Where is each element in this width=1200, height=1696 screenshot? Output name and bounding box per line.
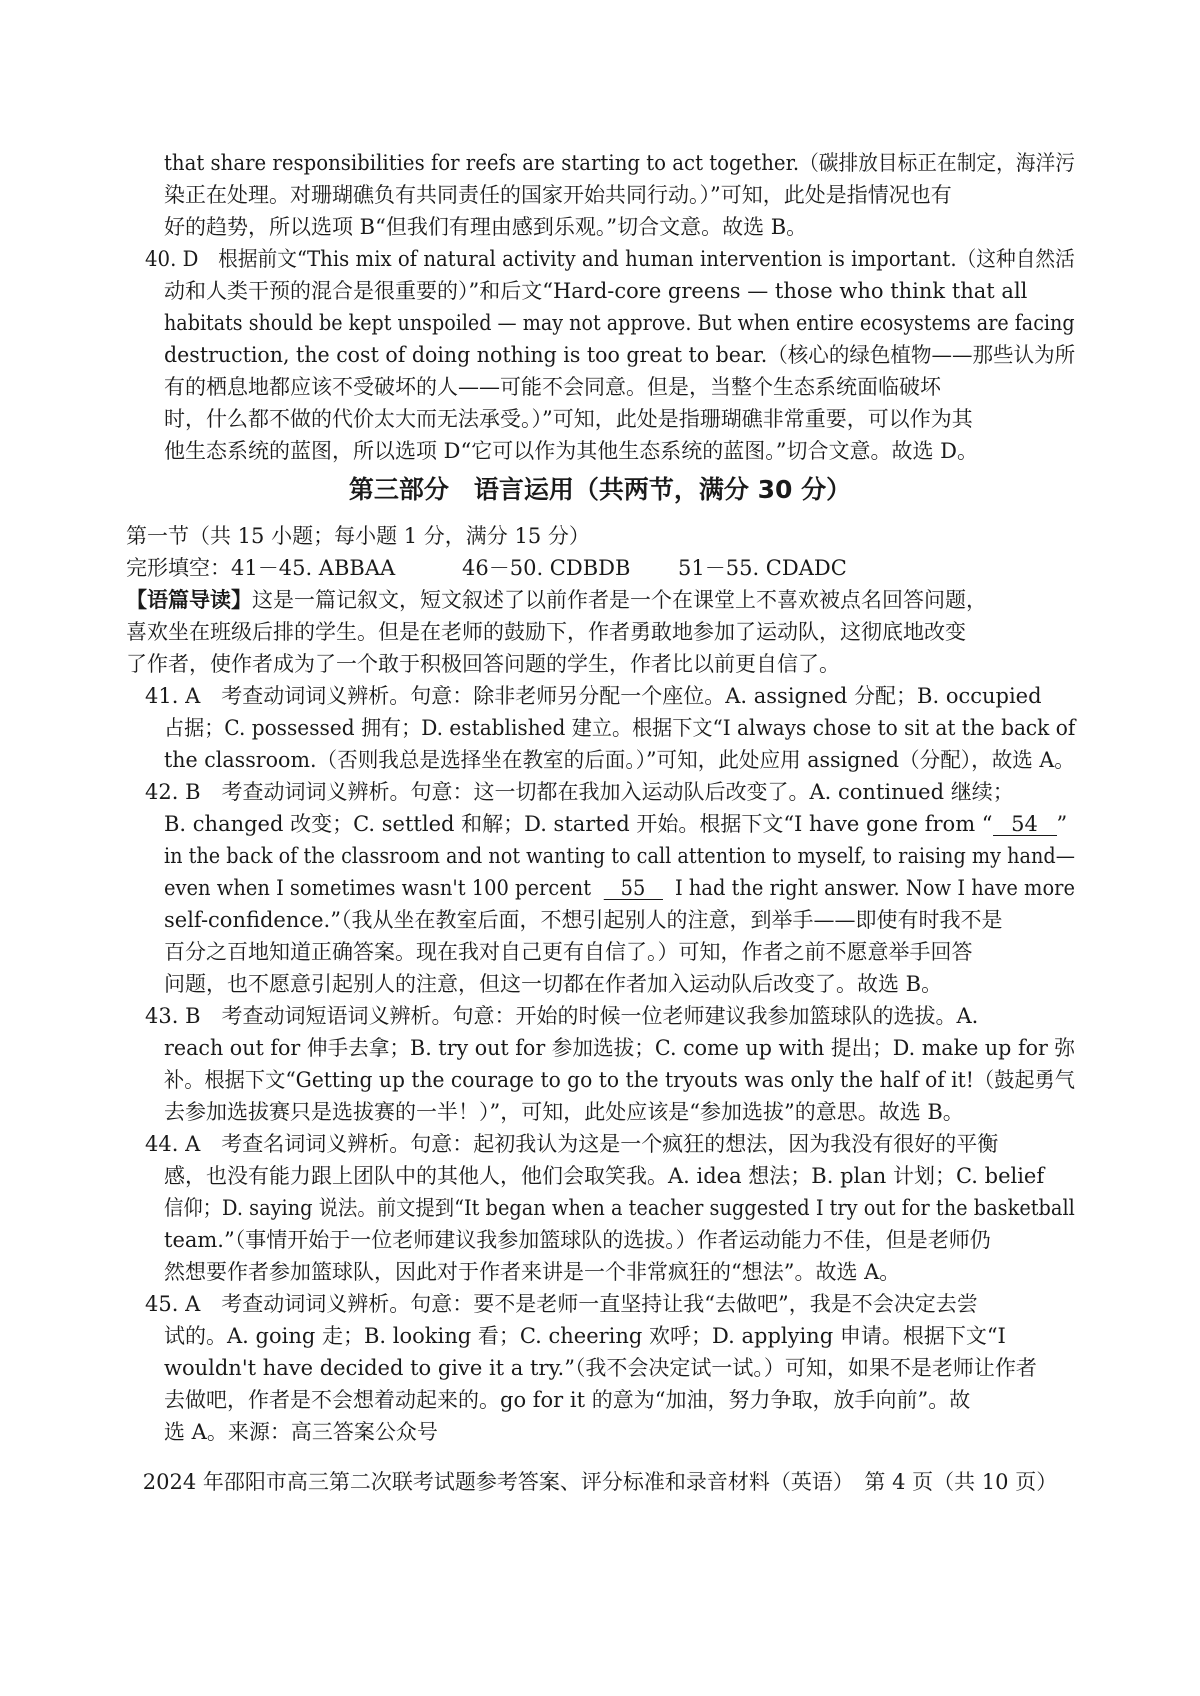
- q42-line-7: 问题，也不愿意引起别人的注意，但这一切都在作者加入运动队后改变了。故选 B。: [164, 972, 943, 996]
- q42-text: I had the right answer. Now I have more: [674, 876, 1075, 900]
- q42-line-4: [164, 873, 1075, 903]
- q44-line-2: 感，也没有能力跟上团队中的其他人，他们会取笑我。A. idea 想法；B. plan 计划；C. belief: [164, 1164, 1045, 1188]
- answers-group-3: 51－55. CDADC: [678, 556, 847, 580]
- section-title: 第三部分 语言运用（共两节，满分 30 分）: [348, 475, 852, 504]
- passage-guide-line: 这是一篇记叙文，短文叙述了以前作者是一个在课堂上不喜欢被点名回答问题，: [252, 588, 987, 612]
- q42-line-1: 42. B 考查动词词义辨析。句意：这一切都在我加入运动队后改变了。A. continued 继续；: [145, 780, 1014, 804]
- q44-line-4: team.”（事情开始于一位老师建议我参加篮球队的选拔。）作者运动能力不佳，但是老师仍: [164, 1228, 991, 1252]
- q41-line-2: 占据；C. possessed 拥有；D. established 建立。根据下文“I always chose to sit at the back of: [164, 716, 1076, 740]
- q42-line-2: [164, 809, 1067, 839]
- q39-line-1: that share responsibilities for reefs are starting to act together.（碳排放目标正在制定，海洋污: [164, 151, 1075, 175]
- q41-line-3: the classroom.（否则我总是选择坐在教室的后面。）”可知，此处应用 assigned（分配），故选 A。: [164, 748, 1075, 772]
- q42-text: even when I sometimes wasn't 100 percent: [164, 876, 592, 900]
- q40-line-3: habitats should be kept unspoiled — may not approve. But when entire ecosystems are facing: [164, 311, 1075, 335]
- q44-line-3: 信仰；D. saying 说法。前文提到“It began when a teacher suggested I try out for the basketball: [164, 1196, 1075, 1220]
- q40-line-5: 有的栖息地都应该不受破坏的人——可能不会同意。但是，当整个生态系统面临破坏: [164, 375, 941, 399]
- page-footer: 2024 年邵阳市高三第二次联考试题参考答案、评分标准和录音材料（英语） 第 4 页（共 10 页）: [142, 1470, 1058, 1494]
- q43-line-2: reach out for 伸手去拿；B. try out for 参加选拔；C. come up with 提出；D. make up for 弥: [164, 1036, 1076, 1060]
- q42-line-3: in the back of the classroom and not wanting to call attention to myself, to raising my hand—: [164, 844, 1075, 868]
- blank-55: 55: [603, 877, 662, 900]
- q41-line-1: 41. A 考查动词词义辨析。句意：除非老师另分配一个座位。A. assigned 分配；B. occupied: [145, 684, 1042, 708]
- q43-line-4: 去参加选拔赛只是选拔赛的一半！）”，可知，此处应该是“参加选拔”的意思。故选 B。: [164, 1100, 964, 1124]
- q44-line-5: 然想要作者参加篮球队，因此对于作者来讲是一个非常疯狂的“想法”。故选 A。: [164, 1260, 901, 1284]
- q42-line-6: 百分之百地知道正确答案。现在我对自己更有自信了。）可知，作者之前不愿意举手回答: [164, 940, 973, 964]
- q39-line-2: 染正在处理。对珊瑚礁负有共同责任的国家开始共同行动。）”可知，此处是指情况也有: [164, 183, 952, 207]
- q45-line-2: 试的。A. going 走；B. looking 看；C. cheering 欢呼；D. applying 申请。根据下文“I: [164, 1324, 1006, 1348]
- q45-line-3: wouldn't have decided to give it a try.”（我不会决定试一试。）可知，如果不是老师让作者: [164, 1356, 1037, 1380]
- q42-line-5: self-confidence.”（我从坐在教室后面，不想引起别人的注意，到举手——即使有时我不是: [164, 908, 1003, 932]
- q40-line-7: 他生态系统的蓝图，所以选项 D“它可以作为其他生态系统的蓝图。”切合文意。故选 D。: [164, 439, 978, 463]
- section-1-note: 第一节（共 15 小题；每小题 1 分，满分 15 分）: [126, 524, 590, 548]
- q40-line-1: 40. D 根据前文“This mix of natural activity and human intervention is important.（这种自然活: [145, 247, 1075, 271]
- passage-guide-tag: 【语篇导读】: [126, 587, 252, 612]
- passage-guide-line: 了作者，使作者成为了一个敢于积极回答问题的学生，作者比以前更自信了。: [126, 652, 840, 676]
- q40-line-4: destruction, the cost of doing nothing is too great to bear.（核心的绿色植物——那些认为所: [164, 343, 1076, 367]
- q43-line-3: 补。根据下文“Getting up the courage to go to the tryouts was only the half of it!（鼓起勇气: [164, 1068, 1075, 1092]
- q45-line-4: 去做吧，作者是不会想着动起来的。go for it 的意为“加油，努力争取，放手向前”。故: [164, 1388, 971, 1412]
- q43-line-1: 43. B 考查动词短语词义辨析。句意：开始的时候一位老师建议我参加篮球队的选拔。A.: [145, 1004, 979, 1028]
- answers-group-2: 46－50. CDBDB: [462, 556, 631, 580]
- q40-line-6: 时，什么都不做的代价太大而无法承受。）”可知，此处是指珊瑚礁非常重要，可以作为其: [164, 407, 973, 431]
- blank-54: 54: [993, 813, 1057, 836]
- q40-line-2: 动和人类干预的混合是很重要的）”和后文“Hard-core greens — those who think that all: [164, 279, 1028, 303]
- q42-text: B. changed 改变；C. settled 和解；D. started 开始。根据下文“I have gone from “: [164, 812, 993, 836]
- passage-guide-line: 喜欢坐在班级后排的学生。但是在老师的鼓励下，作者勇敢地参加了运动队，这彻底地改变: [126, 620, 966, 644]
- answers-group-1: 完形填空：41－45. ABBAA: [126, 556, 396, 580]
- q39-line-3: 好的趋势，所以选项 B“但我们有理由感到乐观。”切合文意。故选 B。: [164, 215, 808, 239]
- q45-line-5: 选 A。来源：高三答案公众号: [164, 1420, 438, 1444]
- q42-text: ”: [1056, 812, 1068, 836]
- q44-line-1: 44. A 考查名词词义辨析。句意：起初我认为这是一个疯狂的想法，因为我没有很好的平衡: [145, 1132, 999, 1156]
- q45-line-1: 45. A 考查动词词义辨析。句意：要不是老师一直坚持让我“去做吧”，我是不会决定去尝: [145, 1292, 978, 1316]
